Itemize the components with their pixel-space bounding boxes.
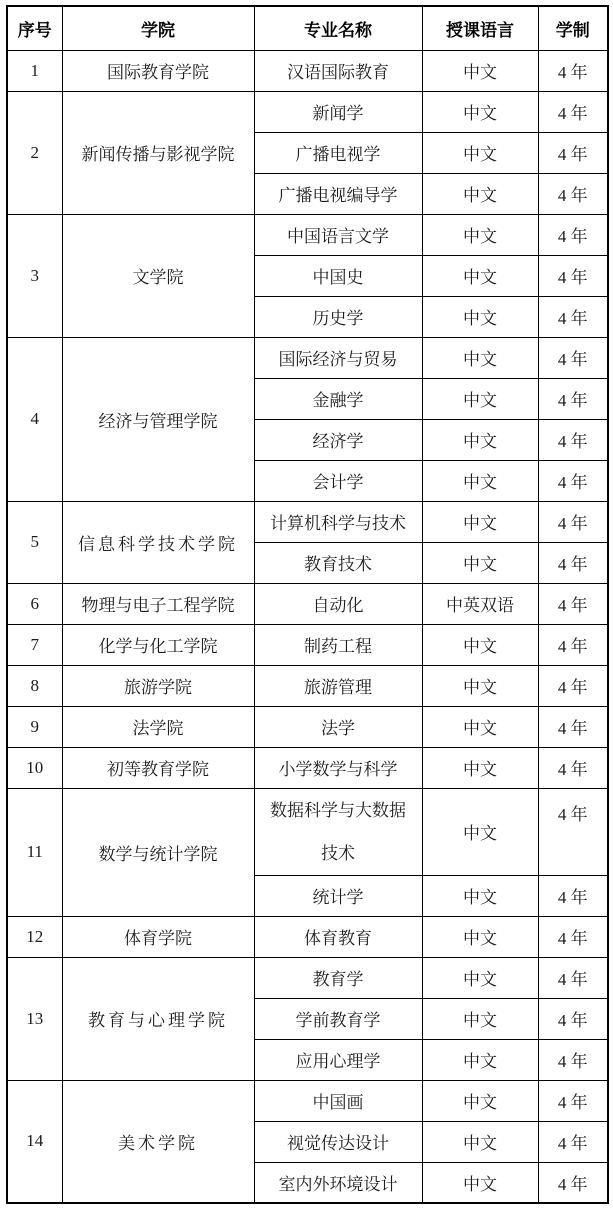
teaching-language: 中文 bbox=[422, 747, 538, 788]
group-number: 7 bbox=[7, 624, 62, 665]
major-name: 汉语国际教育 bbox=[254, 50, 422, 91]
study-duration: 4 年 bbox=[538, 747, 608, 788]
study-duration: 4 年 bbox=[538, 50, 608, 91]
group-number: 11 bbox=[7, 788, 62, 916]
teaching-language: 中文 bbox=[422, 957, 538, 998]
group-number: 9 bbox=[7, 706, 62, 747]
major-row bbox=[7, 337, 608, 378]
teaching-language: 中文 bbox=[422, 706, 538, 747]
major-name: 视觉传达设计 bbox=[254, 1121, 422, 1162]
teaching-language: 中文 bbox=[422, 296, 538, 337]
group-number: 2 bbox=[7, 91, 62, 214]
major-name: 小学数学与科学 bbox=[254, 747, 422, 788]
study-duration: 4 年 bbox=[538, 419, 608, 460]
major-name: 经济学 bbox=[254, 419, 422, 460]
study-duration: 4 年 bbox=[538, 460, 608, 501]
study-duration: 4 年 bbox=[538, 788, 608, 875]
study-duration: 4 年 bbox=[538, 957, 608, 998]
major-name: 新闻学 bbox=[254, 91, 422, 132]
major-row bbox=[7, 1080, 608, 1121]
header-duration: 学制 bbox=[538, 6, 608, 50]
major-row bbox=[7, 91, 608, 132]
college-name: 文学院 bbox=[62, 214, 254, 337]
college-name: 美术学院 bbox=[62, 1080, 254, 1203]
major-name: 广播电视学 bbox=[254, 132, 422, 173]
teaching-language: 中文 bbox=[422, 1121, 538, 1162]
study-duration: 4 年 bbox=[538, 1080, 608, 1121]
college-name: 初等教育学院 bbox=[62, 747, 254, 788]
teaching-language: 中文 bbox=[422, 501, 538, 542]
teaching-language: 中文 bbox=[422, 624, 538, 665]
major-name: 自动化 bbox=[254, 583, 422, 624]
major-name: 应用心理学 bbox=[254, 1039, 422, 1080]
study-duration: 4 年 bbox=[538, 1162, 608, 1203]
major-name: 体育教育 bbox=[254, 916, 422, 957]
major-name: 制药工程 bbox=[254, 624, 422, 665]
study-duration: 4 年 bbox=[538, 132, 608, 173]
major-name: 历史学 bbox=[254, 296, 422, 337]
teaching-language: 中文 bbox=[422, 337, 538, 378]
study-duration: 4 年 bbox=[538, 583, 608, 624]
college-name: 法学院 bbox=[62, 706, 254, 747]
study-duration: 4 年 bbox=[538, 1121, 608, 1162]
study-duration: 4 年 bbox=[538, 624, 608, 665]
teaching-language: 中文 bbox=[422, 665, 538, 706]
table-header bbox=[7, 6, 608, 50]
major-name: 国际经济与贸易 bbox=[254, 337, 422, 378]
major-name: 数据科学与大数据技术 bbox=[254, 788, 422, 875]
majors-table bbox=[6, 5, 609, 1204]
study-duration: 4 年 bbox=[538, 91, 608, 132]
teaching-language: 中文 bbox=[422, 1039, 538, 1080]
header-teaching-language: 授课语言 bbox=[422, 6, 538, 50]
study-duration: 4 年 bbox=[538, 916, 608, 957]
group-number: 8 bbox=[7, 665, 62, 706]
major-name: 室内外环境设计 bbox=[254, 1162, 422, 1203]
study-duration: 4 年 bbox=[538, 875, 608, 916]
major-row bbox=[7, 916, 608, 957]
teaching-language: 中英双语 bbox=[422, 583, 538, 624]
major-name: 中国画 bbox=[254, 1080, 422, 1121]
college-name: 物理与电子工程学院 bbox=[62, 583, 254, 624]
major-row bbox=[7, 501, 608, 542]
college-name: 体育学院 bbox=[62, 916, 254, 957]
major-row bbox=[7, 788, 608, 875]
major-name: 旅游管理 bbox=[254, 665, 422, 706]
major-row bbox=[7, 50, 608, 91]
study-duration: 4 年 bbox=[538, 337, 608, 378]
group-number: 6 bbox=[7, 583, 62, 624]
study-duration: 4 年 bbox=[538, 378, 608, 419]
college-name: 教育与心理学院 bbox=[62, 957, 254, 1080]
major-row bbox=[7, 665, 608, 706]
major-name: 计算机科学与技术 bbox=[254, 501, 422, 542]
study-duration: 4 年 bbox=[538, 501, 608, 542]
study-duration: 4 年 bbox=[538, 1039, 608, 1080]
major-row bbox=[7, 706, 608, 747]
teaching-language: 中文 bbox=[422, 788, 538, 875]
college-name: 化学与化工学院 bbox=[62, 624, 254, 665]
major-name: 中国史 bbox=[254, 255, 422, 296]
teaching-language: 中文 bbox=[422, 91, 538, 132]
college-name: 数学与统计学院 bbox=[62, 788, 254, 916]
study-duration: 4 年 bbox=[538, 214, 608, 255]
teaching-language: 中文 bbox=[422, 50, 538, 91]
header-major-name: 专业名称 bbox=[254, 6, 422, 50]
header-row bbox=[7, 6, 608, 50]
teaching-language: 中文 bbox=[422, 1162, 538, 1203]
major-name: 法学 bbox=[254, 706, 422, 747]
major-name: 学前教育学 bbox=[254, 998, 422, 1039]
major-name: 中国语言文学 bbox=[254, 214, 422, 255]
study-duration: 4 年 bbox=[538, 173, 608, 214]
college-name: 新闻传播与影视学院 bbox=[62, 91, 254, 214]
group-number: 14 bbox=[7, 1080, 62, 1203]
major-name: 教育学 bbox=[254, 957, 422, 998]
college-name: 经济与管理学院 bbox=[62, 337, 254, 501]
major-name: 广播电视编导学 bbox=[254, 173, 422, 214]
group-number: 4 bbox=[7, 337, 62, 501]
college-name: 旅游学院 bbox=[62, 665, 254, 706]
teaching-language: 中文 bbox=[422, 1080, 538, 1121]
group-number: 12 bbox=[7, 916, 62, 957]
header-no: 序号 bbox=[7, 6, 62, 50]
teaching-language: 中文 bbox=[422, 998, 538, 1039]
group-number: 3 bbox=[7, 214, 62, 337]
teaching-language: 中文 bbox=[422, 255, 538, 296]
college-name: 国际教育学院 bbox=[62, 50, 254, 91]
teaching-language: 中文 bbox=[422, 173, 538, 214]
study-duration: 4 年 bbox=[538, 296, 608, 337]
teaching-language: 中文 bbox=[422, 132, 538, 173]
study-duration: 4 年 bbox=[538, 998, 608, 1039]
group-number: 1 bbox=[7, 50, 62, 91]
major-row bbox=[7, 957, 608, 998]
teaching-language: 中文 bbox=[422, 214, 538, 255]
group-number: 13 bbox=[7, 957, 62, 1080]
teaching-language: 中文 bbox=[422, 378, 538, 419]
group-number: 10 bbox=[7, 747, 62, 788]
major-name: 统计学 bbox=[254, 875, 422, 916]
major-name: 教育技术 bbox=[254, 542, 422, 583]
group-number: 5 bbox=[7, 501, 62, 583]
teaching-language: 中文 bbox=[422, 460, 538, 501]
header-college: 学院 bbox=[62, 6, 254, 50]
major-name: 会计学 bbox=[254, 460, 422, 501]
teaching-language: 中文 bbox=[422, 419, 538, 460]
study-duration: 4 年 bbox=[538, 706, 608, 747]
major-row bbox=[7, 624, 608, 665]
study-duration: 4 年 bbox=[538, 665, 608, 706]
table-body bbox=[7, 50, 608, 1203]
major-row bbox=[7, 214, 608, 255]
major-name: 金融学 bbox=[254, 378, 422, 419]
teaching-language: 中文 bbox=[422, 916, 538, 957]
teaching-language: 中文 bbox=[422, 542, 538, 583]
study-duration: 4 年 bbox=[538, 542, 608, 583]
study-duration: 4 年 bbox=[538, 255, 608, 296]
major-row bbox=[7, 747, 608, 788]
teaching-language: 中文 bbox=[422, 875, 538, 916]
major-row bbox=[7, 583, 608, 624]
college-name: 信息科学技术学院 bbox=[62, 501, 254, 583]
